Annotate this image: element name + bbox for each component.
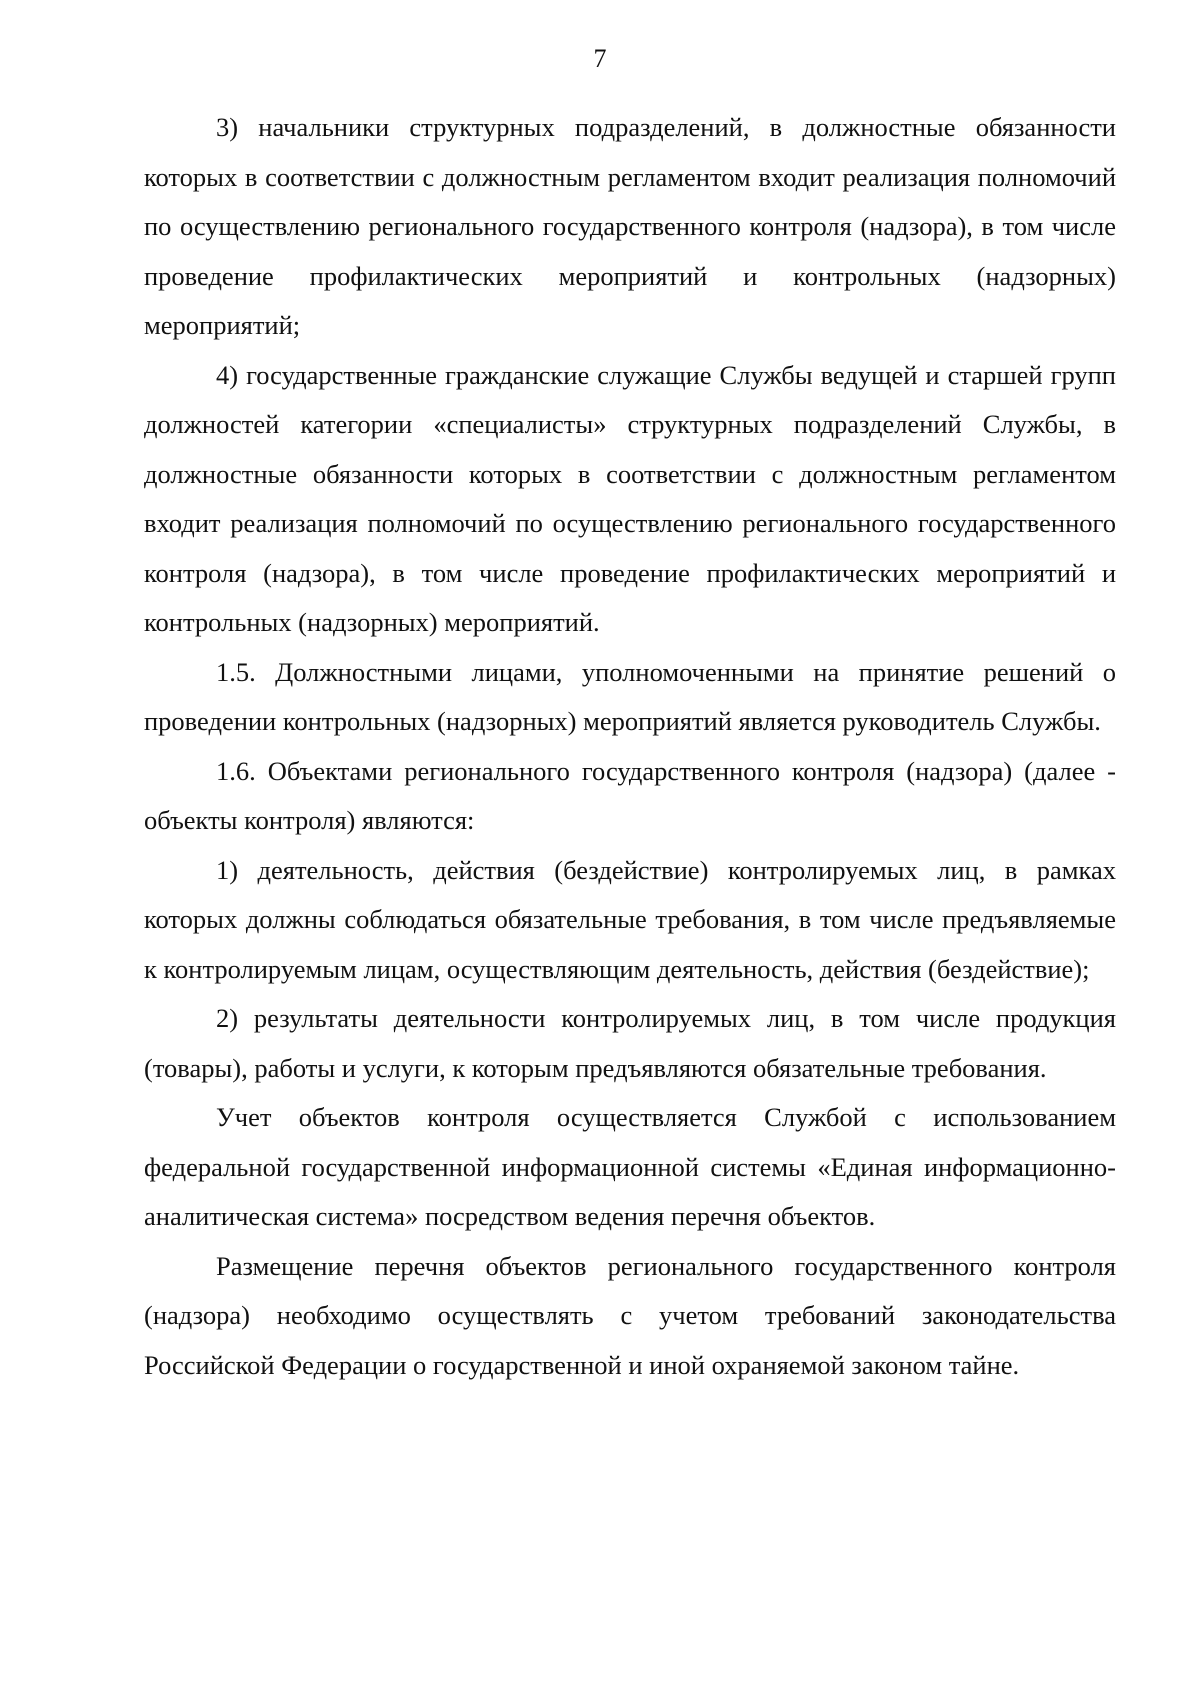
paragraph-1-5-officials: 1.5. Должностными лицами, уполномоченными на принятие решений о проведении контрольных (надзорных) мероприятий является руководитель Службы.: [144, 656, 1116, 736]
page-number: 7: [593, 44, 607, 73]
paragraph-item-4-civil-servants: 4) государственные гражданские служащие Службы ведущей и старшей групп должностей категории «специалисты» структурных подразделений Службы, в должностные обязанности которых в соответствии с должностным регламентом входит реализация полномочий по осуществлению регионального государственного контроля (надзора), в том числе проведение профилактических мероприятий и контрольных (надзорных) мероприятий.: [144, 359, 1116, 637]
paragraph-object-item-1: 1) деятельность, действия (бездействие) контролируемых лиц, в рамках которых должны соблюдаться обязательные требования, в том числе предъявляемые к контролируемым лицам, осуществляющим деятельность, действия (бездействие);: [144, 854, 1116, 984]
paragraph-1-6-control-objects: 1.6. Объектами регионального государственного контроля (надзора) (далее - объекты контроля) являются:: [144, 755, 1116, 835]
paragraph-object-item-2: 2) результаты деятельности контролируемых лиц, в том числе продукция (товары), работы и услуги, к которым предъявляются обязательные требования.: [144, 1003, 1116, 1083]
paragraph-objects-list-placement: Размещение перечня объектов регионального государственного контроля (надзора) необходимо осуществлять с учетом требований законодательства Российской Федерации о государственной и иной охраняемой законом тайне.: [144, 1250, 1116, 1380]
paragraph-objects-accounting: Учет объектов контроля осуществляется Службой с использованием федеральной государственной информационной системы «Единая информационно-аналитическая система» посредством ведения перечня объектов.: [144, 1102, 1116, 1231]
paragraph-item-3-heads: 3) начальники структурных подразделений, в должностные обязанности которых в соответствии с должностным регламентом входит реализация полномочий по осуществлению регионального государственного контроля (надзора), в том числе проведение профилактических мероприятий и контрольных (надзорных) мероприятий;: [144, 112, 1116, 340]
document-body: [144, 103, 1116, 1390]
